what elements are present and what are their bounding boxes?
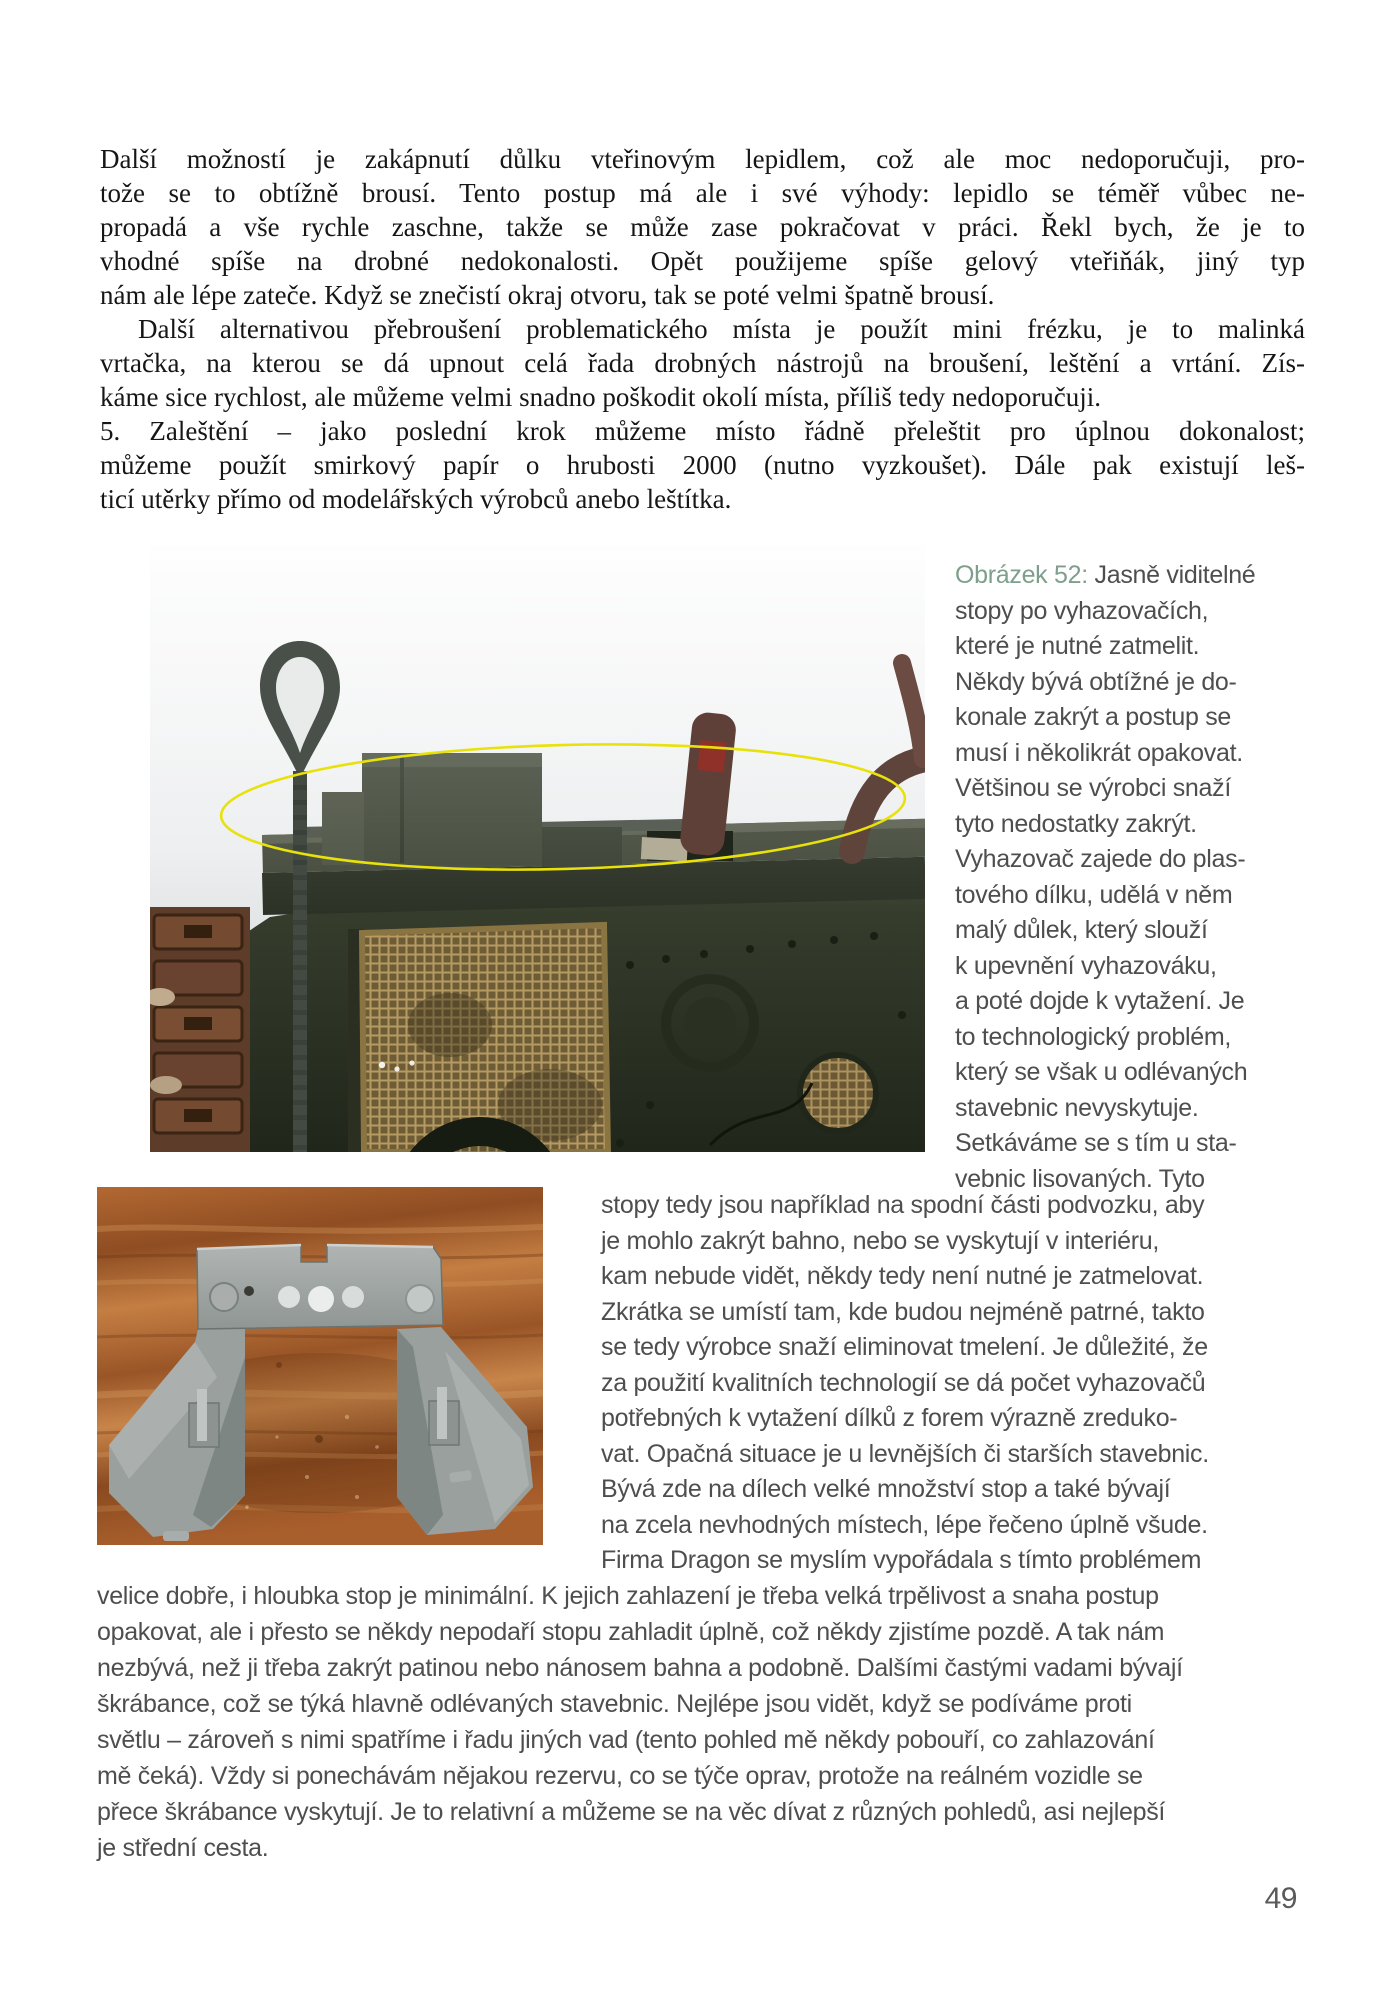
text-line: stavebnic nevyskytuje. — [955, 1093, 1199, 1122]
text-line: nám ale lépe zateče. Když se znečistí okraj otvoru, tak se poté velmi špatně brousí. — [100, 280, 995, 310]
text-line: je střední cesta. — [97, 1834, 269, 1862]
plastic-part-illustration — [97, 1187, 543, 1545]
text-line: káme sice rychlost, ale můžeme velmi snadno poškodit okolí místa, příliš tedy nedoporučuji. — [100, 382, 1102, 412]
text-line: ticí utěrky přímo od modelářských výrobců anebo leštítka. — [100, 484, 732, 514]
text-line: který se však u odlévaných — [955, 1058, 1248, 1086]
text-line: škrábance, což se týká hlavně odlévaných stavebnic. Nejlépe jsou vidět, když se podíváme proti — [97, 1690, 1132, 1718]
text-line: je mohlo zakrýt bahno, nebo se vyskytují v interiéru, — [601, 1226, 1159, 1255]
text-line: vhodné spíše na drobné nedokonalosti. Opět použijeme spíše gelový vteřiňák, jiný typ — [100, 246, 1305, 276]
text-line: potřebných k vytažení dílků z forem výrazně zreduko- — [601, 1404, 1178, 1432]
caption-text-full-width — [97, 1578, 1303, 1866]
text-line: malý důlek, který slouží — [955, 916, 1208, 944]
text-line: tyto nedostatky zakrýt. — [955, 809, 1197, 838]
text-line: Bývá zde na dílech velké množství stop a také bývají — [601, 1475, 1171, 1503]
text-line: konale zakrýt a postup se — [955, 703, 1231, 731]
text-line: Většinou se výrobci snaží — [955, 774, 1231, 802]
text-line: se tedy výrobce snaží eliminovat tmelení. Je důležité, že — [601, 1333, 1208, 1361]
text-line: stopy po vyhazovačích, — [955, 596, 1209, 625]
figure-caption-column — [955, 558, 1303, 1197]
text-line: kam nebude vidět, někdy tedy není nutné je zatmelovat. — [601, 1262, 1204, 1290]
text-line: stopy tedy jsou například na spodní části podvozku, aby — [601, 1191, 1205, 1219]
text-line: světlu – zároveň s nimi spatříme i řadu jiných vad (tento pohled mě někdy pobouří, co zahlazování — [97, 1726, 1155, 1754]
caption-text-beside-photo — [601, 1188, 1303, 1579]
text-line: a poté dojde k vytažení. Je — [955, 987, 1245, 1015]
text-line: na zcela nevhodných místech, lépe řečeno úplně všude. — [601, 1510, 1208, 1539]
text-line: Firma Dragon se myslím vypořádala s tímto problémem — [601, 1546, 1202, 1574]
text-line: to technologický problém, — [955, 1022, 1231, 1051]
text-line: musí i několikrát opakovat. — [955, 738, 1243, 767]
text-line: Obrázek 52: Jasně viditelné — [955, 561, 1256, 589]
text-line: nezbývá, než ji třeba zakrýt patinou nebo nánosem bahna a podobně. Dalšími častými vadami bývají — [97, 1654, 1183, 1682]
text-line: vrtačka, na kterou se dá upnout celá řada drobných nástrojů na broušení, leštění a vrtání. Zís- — [100, 348, 1305, 378]
page-number: 49 — [1264, 1882, 1297, 1915]
figure-52-photo-tank — [150, 545, 925, 1152]
text-line: tože se to obtížně brousí. Tento postup má ale i své výhody: lepidlo se téměř vůbec ne- — [100, 178, 1305, 208]
text-line: Další alternativou přebroušení problematického místa je použít mini frézku, je to malinká — [138, 314, 1305, 344]
text-line: propadá a vše rychle zaschne, takže se může zase pokračovat v práci. Řekl bych, že je to — [100, 212, 1305, 242]
text-line: které je nutné zatmelit. — [955, 632, 1200, 660]
text-line: opakovat, ale i přesto se někdy nepodaří stopu zahladit úplně, což někdy zjistíme pozdě. A tak nám — [97, 1618, 1165, 1646]
text-line: Někdy bývá obtížné je do- — [955, 667, 1237, 696]
text-line: tového dílku, udělá v něm — [955, 880, 1233, 909]
tank-tracks — [150, 907, 250, 1152]
intro-paragraphs — [100, 142, 1305, 516]
text-line: k upevnění vyhazováku, — [955, 951, 1217, 980]
text-line: velice dobře, i hloubka stop je minimální. K jejich zahlazení je třeba velká trpělivost a snaha postup — [97, 1582, 1159, 1610]
figure-caption-label: Obrázek 52: — [955, 561, 1095, 589]
text-line: za použití kvalitních technologií se dá počet vyhazovačů — [601, 1368, 1206, 1397]
text-line: vat. Opačná situace je u levnějších či starších stavebnic. — [601, 1439, 1209, 1468]
text-line: Vyhazovač zajede do plas- — [955, 845, 1246, 873]
tank-photo-illustration — [150, 545, 925, 1152]
text-line: Zkrátka se umístí tam, kde budou nejméně patrné, takto — [601, 1297, 1205, 1326]
photo-plastic-part — [97, 1187, 543, 1545]
text-line: přece škrábance vyskytují. Je to relativní a můžeme se na věc dívat z různých pohledů, asi nejlepší — [97, 1798, 1166, 1826]
text-line: Další možností je zakápnutí důlku vteřinovým lepidlem, což ale moc nedoporučuji, pro- — [100, 144, 1305, 174]
text-line: 5. Zaleštění – jako poslední krok můžeme místo řádně přeleštit pro úplnou dokonalost; — [100, 416, 1305, 446]
text-line: vebnic lisovaných. Tyto — [955, 1164, 1205, 1193]
text-line: Setkáváme se s tím u sta- — [955, 1129, 1237, 1157]
text-line: mě čeká). Vždy si ponechávám nějakou rezervu, co se týče oprav, protože na reálném vozidle se — [97, 1762, 1143, 1790]
text-line: můžeme použít smirkový papír o hrubosti 2000 (nutno vyzkoušet). Dále pak existují leš- — [100, 450, 1305, 480]
